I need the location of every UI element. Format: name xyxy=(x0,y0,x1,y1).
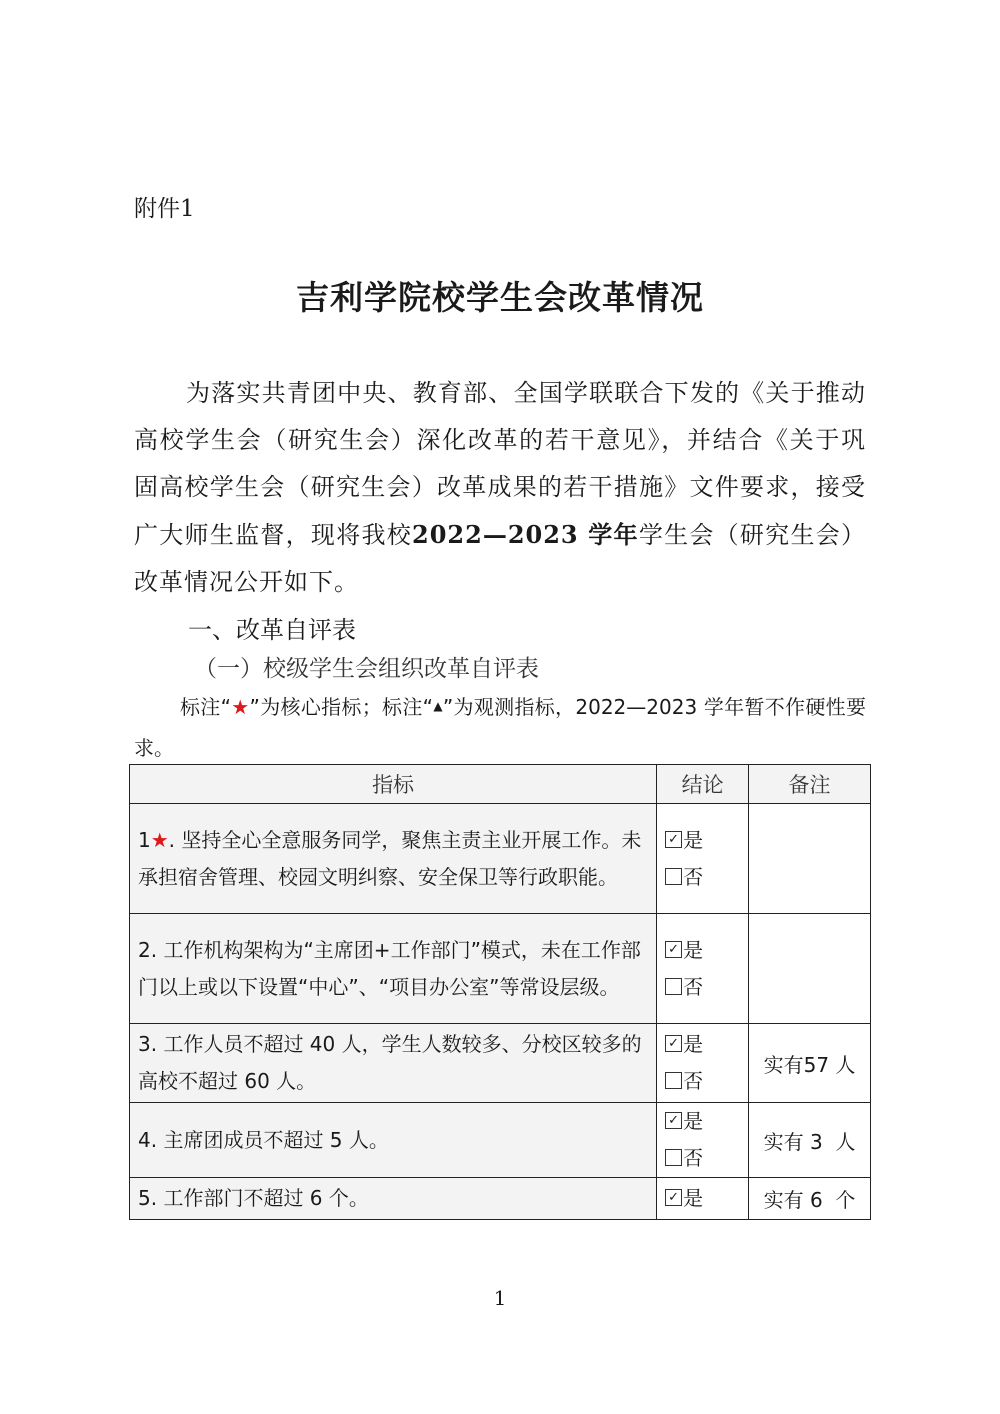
option-label: 否 xyxy=(683,864,704,889)
table-row xyxy=(130,1178,871,1220)
checked-box-icon[interactable]: ✓ xyxy=(665,1035,682,1052)
core-star-icon: ★ xyxy=(230,695,250,719)
option-no[interactable] xyxy=(665,1140,740,1177)
indicator-cell xyxy=(130,1024,657,1103)
option-yes[interactable] xyxy=(665,1103,740,1140)
header-remark: 备注 xyxy=(749,765,871,804)
note-text-2: ”为核心指标；标注“ xyxy=(249,695,434,719)
table-row xyxy=(130,1103,871,1178)
core-star-icon: ★ xyxy=(150,827,169,852)
legend-note xyxy=(134,688,866,767)
checked-box-icon[interactable]: ✓ xyxy=(665,941,682,958)
option-label: 否 xyxy=(683,974,704,999)
conclusion-cell xyxy=(657,914,749,1024)
section-heading: 一、改革自评表 xyxy=(188,616,356,644)
option-no[interactable] xyxy=(665,969,740,1006)
indicator-text: . 坚持全心全意服务同学，聚焦主责主业开展工作。未承担宿舍管理、校园文明纠察、安全保卫等行政职能。 xyxy=(138,827,642,889)
subsection-heading: （一）校级学生会组织改革自评表 xyxy=(194,656,539,682)
indicator-cell xyxy=(130,804,657,914)
intro-year: 2022—2023 学年 xyxy=(412,520,639,549)
table-row xyxy=(130,914,871,1024)
option-label: 是 xyxy=(683,1109,704,1133)
empty-box-icon[interactable] xyxy=(665,978,682,995)
attachment-label: 附件1 xyxy=(134,196,195,222)
table-row xyxy=(130,1024,871,1103)
option-yes[interactable] xyxy=(665,932,740,969)
indicator-number: 5 xyxy=(138,1186,151,1210)
indicator-number: 4 xyxy=(138,1127,151,1152)
empty-box-icon[interactable] xyxy=(665,1072,682,1089)
checked-box-icon[interactable]: ✓ xyxy=(665,1112,682,1129)
indicator-number: 2 xyxy=(138,937,151,962)
intro-text-1: 为落实共青团中央、教育部、全国学联联合下发的《关于推动高校学生会（研究生会）深化改革的若干意见》，并结合《关于巩固高校学生会（研究生会）改革成果的若干措施》文件要求，接受广大师生监督，现将我校 xyxy=(134,379,866,549)
conclusion-cell xyxy=(657,804,749,914)
table-body xyxy=(130,804,871,1220)
checked-box-icon[interactable]: ✓ xyxy=(665,1189,682,1206)
indicator-text: . 工作机构架构为“主席团+工作部门”模式，未在工作部门以上或以下设置“中心”、“项目办公室”等常设层级。 xyxy=(138,937,641,999)
option-label: 否 xyxy=(683,1146,704,1170)
indicator-text: . 工作部门不超过 6 个。 xyxy=(150,1186,369,1210)
empty-box-icon[interactable] xyxy=(665,868,682,885)
option-yes[interactable] xyxy=(665,1180,740,1217)
checked-box-icon[interactable]: ✓ xyxy=(665,831,682,848)
indicator-text: . 主席团成员不超过 5 人。 xyxy=(150,1127,389,1152)
indicator-cell xyxy=(130,1103,657,1178)
option-label: 是 xyxy=(683,827,704,852)
conclusion-cell xyxy=(657,1024,749,1103)
empty-box-icon[interactable] xyxy=(665,1149,682,1166)
option-yes[interactable] xyxy=(665,1026,740,1063)
option-label: 是 xyxy=(683,1186,704,1210)
option-label: 是 xyxy=(683,1032,704,1056)
table-row xyxy=(130,804,871,914)
table-header-row xyxy=(130,765,871,804)
self-evaluation-table xyxy=(129,764,871,1220)
remark-cell: 实有57 人 xyxy=(749,1024,871,1103)
indicator-text: . 工作人员不超过 40 人，学生人数较多、分校区较多的高校不超过 60 人。 xyxy=(138,1032,642,1093)
indicator-cell xyxy=(130,1178,657,1220)
page-number: 1 xyxy=(493,1286,507,1310)
triangle-icon: ▲ xyxy=(433,699,443,713)
remark-cell: 实有 6 个 xyxy=(749,1178,871,1220)
header-conclusion: 结论 xyxy=(657,765,749,804)
option-no[interactable] xyxy=(665,859,740,896)
option-no[interactable] xyxy=(665,1063,740,1100)
indicator-cell xyxy=(130,914,657,1024)
header-indicator: 指标 xyxy=(130,765,657,804)
remark-cell xyxy=(749,804,871,914)
indicator-number: 1 xyxy=(138,827,151,852)
remark-cell xyxy=(749,914,871,1024)
conclusion-cell xyxy=(657,1103,749,1178)
intro-text-2: 学生会（研究生会）改革情况公开如下。 xyxy=(134,521,867,596)
option-label: 否 xyxy=(683,1069,704,1093)
note-text-1: 标注“ xyxy=(180,695,231,719)
indicator-number: 3 xyxy=(138,1032,151,1056)
option-label: 是 xyxy=(683,937,704,962)
conclusion-cell xyxy=(657,1178,749,1220)
document-title: 吉利学院校学生会改革情况 xyxy=(296,278,704,317)
option-yes[interactable] xyxy=(665,822,740,859)
intro-paragraph xyxy=(134,370,866,606)
remark-cell: 实有 3 人 xyxy=(749,1103,871,1178)
note-text-3: ”为观测指标，2022—2023 学年暂不作硬性要求。 xyxy=(134,695,866,760)
